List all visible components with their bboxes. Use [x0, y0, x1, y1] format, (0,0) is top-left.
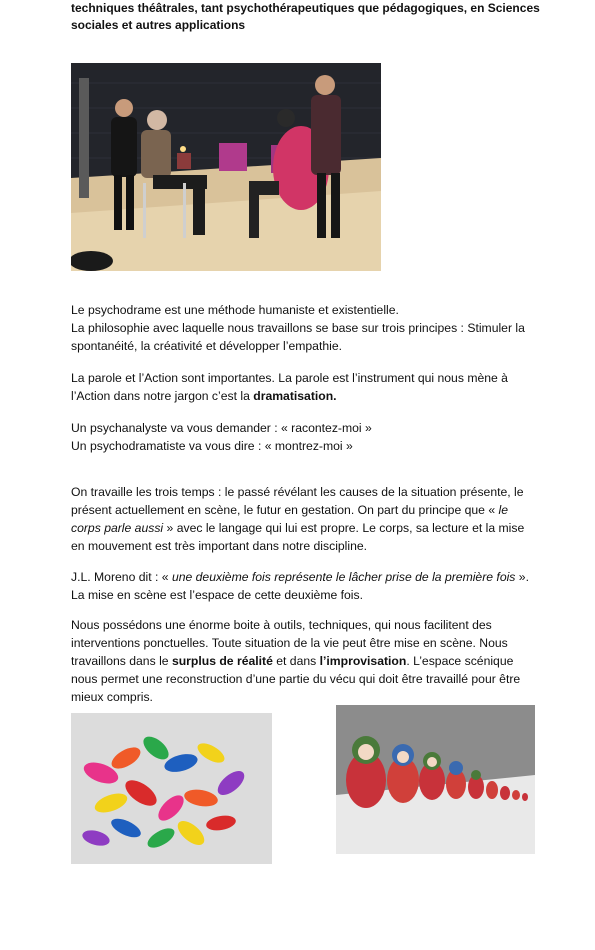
moreno-text-1: J.L. Moreno dit : «: [71, 570, 172, 584]
tools-text-3: . L’espace scénique nous permet une reconstruction d’une partie du vécu qui doit être travaillé pour être mieux compris.: [71, 654, 521, 704]
stage-photo: [71, 63, 381, 271]
improvisation-term: l’improvisation: [319, 654, 407, 668]
quotes-paragraph: [71, 419, 541, 455]
body-speaks-phrase: le corps parle aussi: [71, 503, 509, 535]
intro-paragraph: [71, 301, 541, 355]
surplus-term: surplus de réalité: [171, 654, 273, 668]
moreno-quote: une deuxième fois représente le lâcher prise de la première fois: [171, 570, 516, 584]
time-text-2: » avec le langage qui lui est propre. Le corps, sa lecture et la mise en mouvement est très important dans notre discipline.: [71, 521, 525, 553]
moreno-text-2: ». La mise en scène est l’espace de cette deuxième fois.: [71, 570, 529, 602]
moreno-paragraph: [71, 568, 541, 604]
matryoshka-photo: [336, 705, 535, 854]
tools-text-2: et dans: [272, 654, 320, 668]
intro-line-1: Le psychodrame est une méthode humaniste et existentielle.: [71, 303, 399, 317]
dramatist-quote: Un psychodramatiste va vous dire : « montrez-moi »: [71, 439, 353, 453]
action-text: La parole et l’Action sont importantes. La parole est l’instrument qui nous mène à l’Action dans notre jargon c’est la: [71, 371, 508, 403]
section-heading: techniques théâtrales, tant psychothérapeutiques que pédagogiques, en Sciences sociales et autres applications: [71, 1, 540, 32]
action-paragraph: [71, 369, 541, 405]
tools-paragraph: [71, 616, 541, 706]
tools-text-1: Nous possédons une énorme boite à outils, techniques, qui nous facilitent des interventions ponctuelles. Toute situation de la vie peut être mise en scène. Nous travaillons dans le: [71, 618, 508, 668]
time-paragraph: [71, 483, 541, 555]
dramatisation-term: dramatisation.: [253, 389, 337, 403]
intro-line-2: La philosophie avec laquelle nous travaillons se base sur trois principes : Stimuler la spontanéité, la créativité et développer l’empathie.: [71, 321, 525, 353]
balloons-photo: [71, 713, 272, 864]
time-text-1: On travaille les trois temps : le passé révélant les causes de la situation présente, le présent actuellement en scène, le futur en gestation. On part du principe que «: [71, 485, 524, 517]
analyst-quote: Un psychanalyste va vous demander : « racontez-moi »: [71, 421, 372, 435]
